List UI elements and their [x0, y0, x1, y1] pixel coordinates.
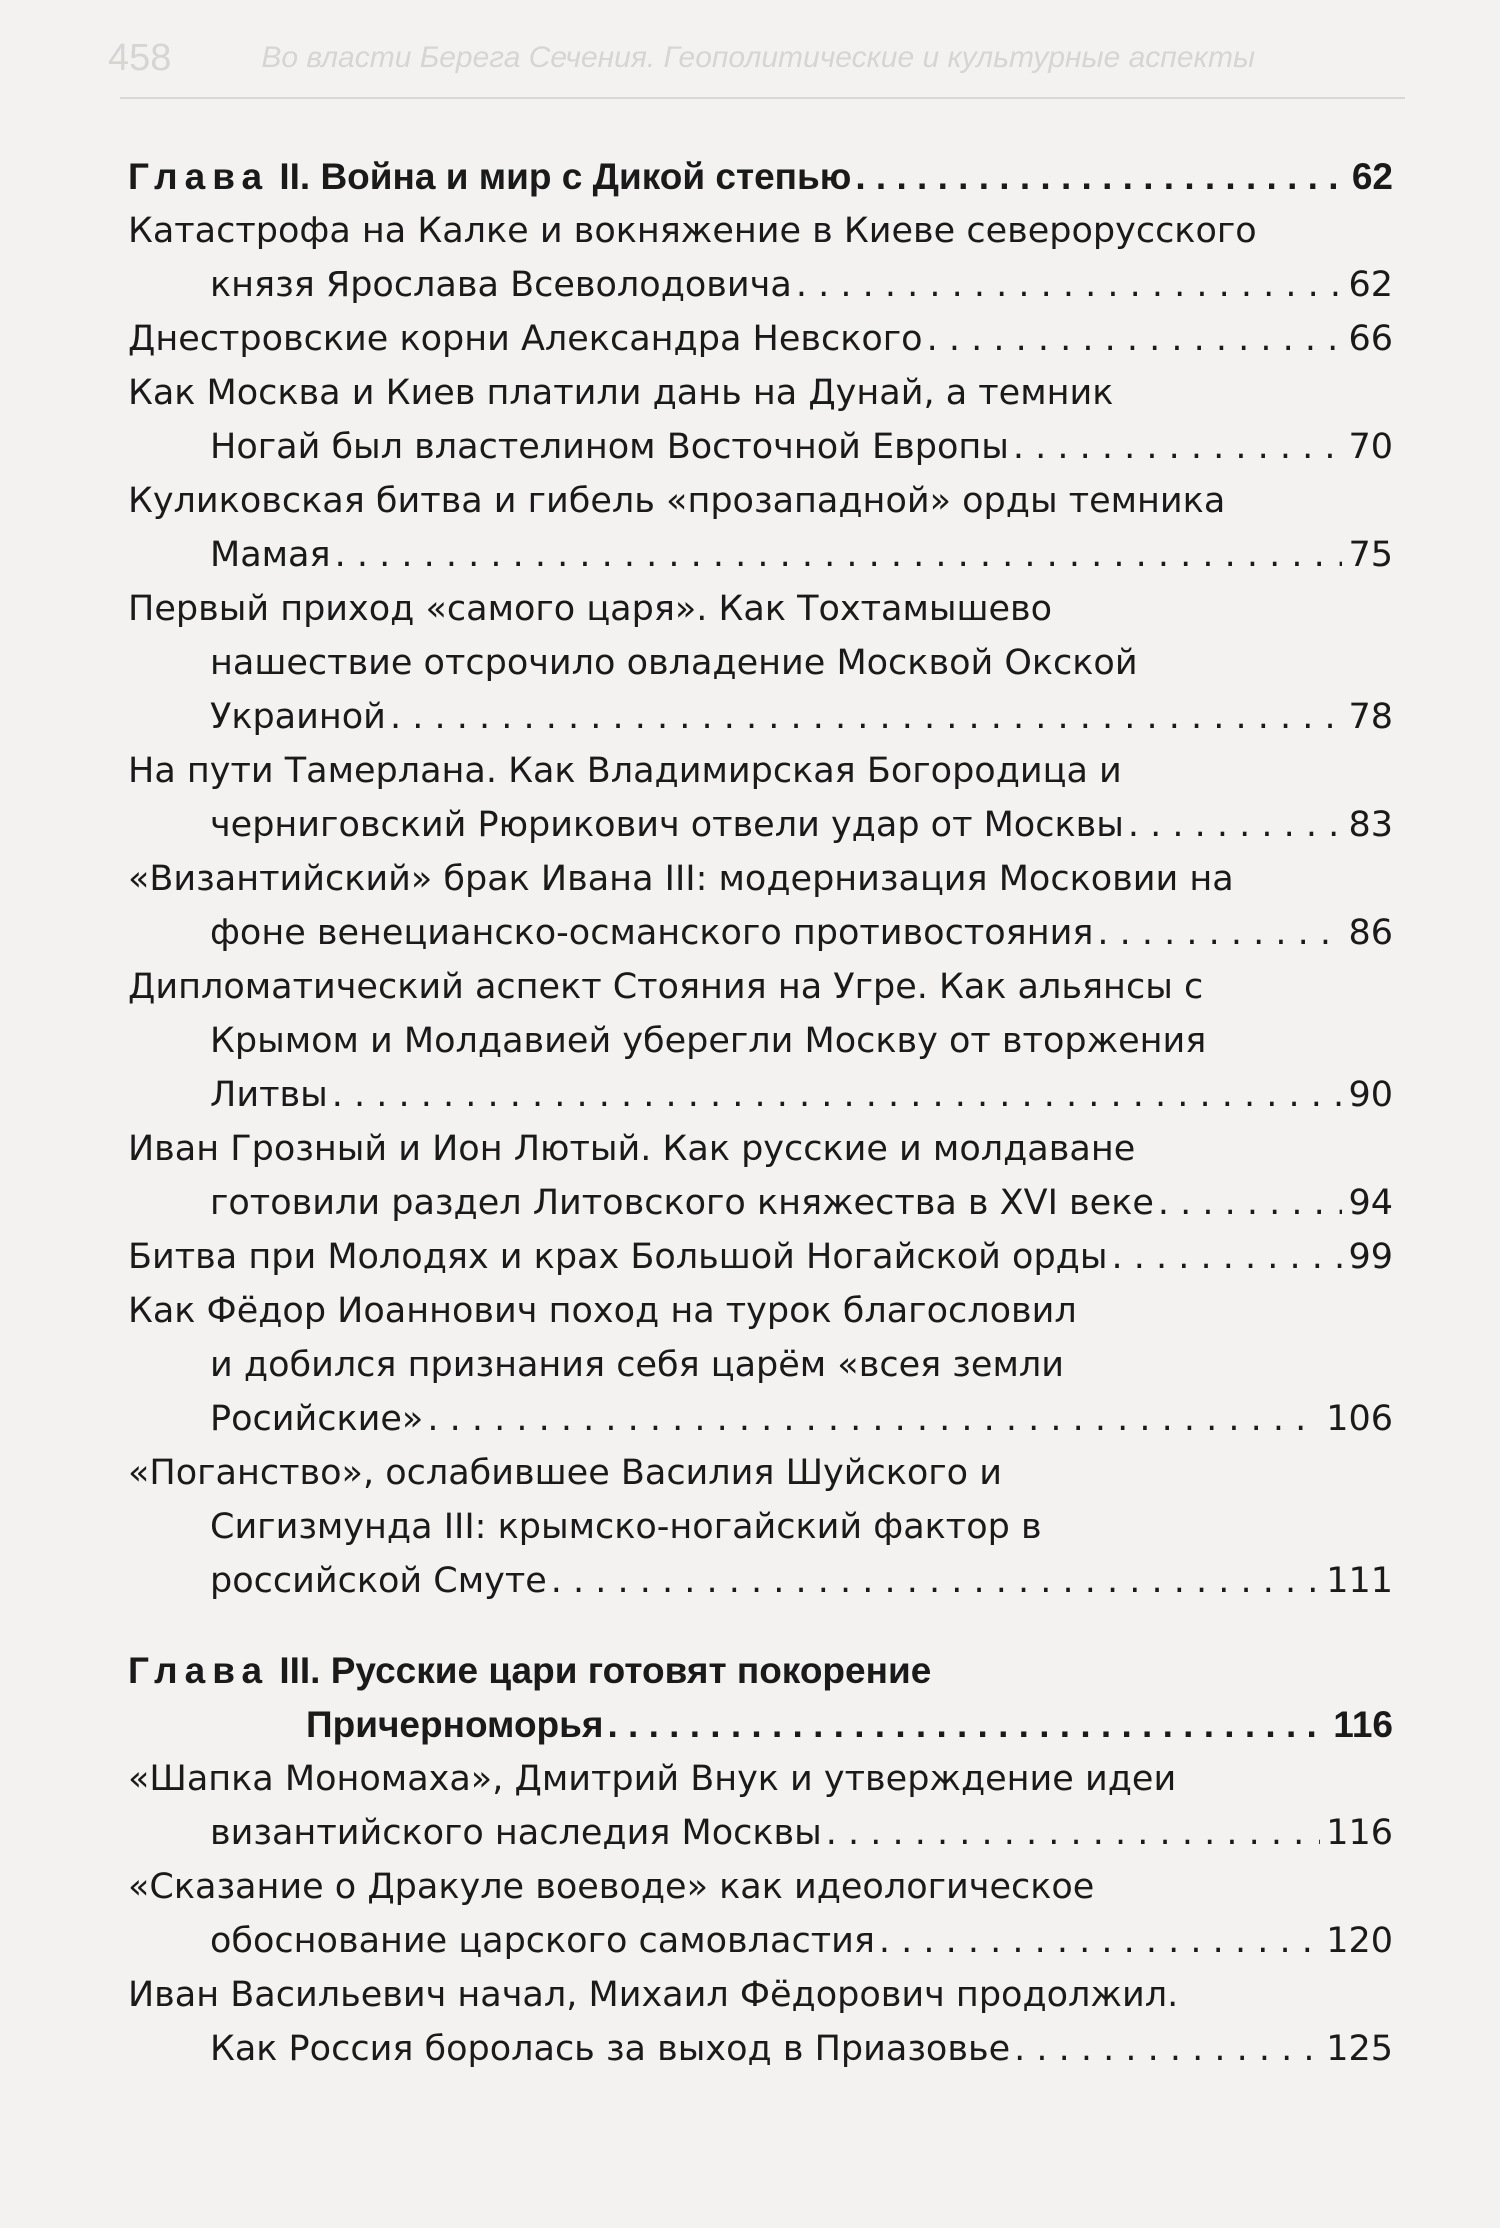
toc-line	[128, 1860, 1393, 1914]
dot-leader	[855, 150, 1345, 204]
toc-chapter[interactable]	[128, 1644, 1393, 1752]
toc-entry[interactable]	[128, 852, 1393, 960]
toc-line	[128, 258, 1393, 312]
toc-page-number: 70	[1348, 427, 1393, 467]
toc-entry[interactable]	[128, 744, 1393, 852]
toc-line	[128, 150, 1393, 204]
toc-line-text: обоснование царского самовластия	[210, 1921, 875, 1961]
chapter-title: III. Русские цари готовят покорение	[279, 1650, 932, 1691]
toc-line-text: российской Смуте	[210, 1561, 547, 1601]
toc-entry[interactable]	[128, 204, 1393, 312]
dot-leader	[1158, 1176, 1343, 1230]
toc-entry[interactable]	[128, 1284, 1393, 1446]
toc-entry[interactable]	[128, 1752, 1393, 1860]
dot-leader	[390, 690, 1343, 744]
chapter-label: Глава	[128, 156, 270, 197]
toc-line	[128, 1446, 1393, 1500]
dot-leader	[1014, 2022, 1320, 2076]
toc-line	[128, 960, 1393, 1014]
toc-line	[128, 1554, 1393, 1608]
toc-line-text: На пути Тамерлана. Как Владимирская Богородица и	[128, 751, 1122, 791]
toc-line	[128, 1338, 1393, 1392]
toc-line-text: Катастрофа на Калке и вокняжение в Киеве северорусского	[128, 211, 1257, 251]
toc-line	[128, 744, 1393, 798]
dot-leader	[879, 1914, 1320, 1968]
running-title: Во власти Берега Сечения. Геополитические и культурные аспекты	[261, 41, 1256, 74]
toc-line	[128, 1014, 1393, 1068]
toc-line	[128, 1068, 1393, 1122]
dot-leader	[335, 528, 1343, 582]
toc-line-text: Как Фёдор Иоаннович поход на турок благословил	[128, 1291, 1077, 1331]
toc-line	[128, 582, 1393, 636]
toc-line-text: Литвы	[210, 1075, 328, 1115]
dot-leader	[1112, 1230, 1343, 1284]
toc-line	[128, 1698, 1393, 1752]
dot-leader	[607, 1698, 1327, 1752]
dot-leader	[826, 1806, 1320, 1860]
toc-entry[interactable]	[128, 474, 1393, 582]
toc-line-text: князя Ярослава Всеволодовича	[210, 265, 792, 305]
toc-line-text: «Поганство», ослабившее Василия Шуйского и	[128, 1453, 1002, 1493]
toc-chapter[interactable]	[128, 150, 1393, 204]
toc-page-number: 116	[1326, 1813, 1393, 1853]
toc-line	[128, 906, 1393, 960]
toc-page-number: 120	[1326, 1921, 1393, 1961]
dot-leader	[551, 1554, 1320, 1608]
page-number: 458	[108, 36, 172, 79]
toc-entry[interactable]	[128, 1446, 1393, 1608]
toc-page-number: 125	[1326, 2029, 1393, 2069]
toc-entry[interactable]	[128, 582, 1393, 744]
toc-line	[128, 1230, 1393, 1284]
toc-page-number: 62	[1351, 156, 1393, 197]
toc-page-number: 83	[1348, 805, 1393, 845]
toc-line	[128, 1914, 1393, 1968]
toc-line-text: Битва при Молодях и крах Большой Ногайской орды	[128, 1237, 1108, 1277]
toc-line	[128, 1806, 1393, 1860]
toc-line-text: Украиной	[210, 697, 386, 737]
toc-line	[128, 852, 1393, 906]
toc-line	[128, 636, 1393, 690]
toc-line-text: Днестровские корни Александра Невского	[128, 319, 923, 359]
toc-page-number: 62	[1348, 265, 1393, 305]
toc-line	[128, 474, 1393, 528]
chapter-label: Глава	[128, 1650, 270, 1691]
toc-line-text: Сигизмунда III: крымско-ногайский фактор в	[210, 1507, 1042, 1547]
toc-page-number: 90	[1348, 1075, 1393, 1115]
toc-line	[128, 420, 1393, 474]
toc-entry[interactable]	[128, 312, 1393, 366]
dot-leader	[927, 312, 1343, 366]
toc-line	[128, 1752, 1393, 1806]
toc-line-text: «Византийский» брак Ивана III: модернизация Московии на	[128, 859, 1234, 899]
toc-entry[interactable]	[128, 366, 1393, 474]
toc-line-text: нашествие отсрочило овладение Москвой Окской	[210, 643, 1138, 683]
toc-line	[128, 312, 1393, 366]
toc-line	[128, 1500, 1393, 1554]
toc-page-number: 75	[1348, 535, 1393, 575]
dot-leader	[1097, 906, 1342, 960]
toc-page-number: 116	[1333, 1704, 1393, 1745]
toc-line	[128, 690, 1393, 744]
dot-leader	[1013, 420, 1343, 474]
table-of-contents	[128, 150, 1393, 2076]
toc-line	[128, 528, 1393, 582]
toc-page-number: 99	[1348, 1237, 1393, 1277]
toc-line-text: Дипломатический аспект Стояния на Угре. Как альянсы с	[128, 967, 1204, 1007]
toc-entry[interactable]	[128, 1122, 1393, 1230]
toc-line	[128, 1644, 1393, 1698]
toc-entry[interactable]	[128, 1230, 1393, 1284]
toc-line-text: Ногай был властелином Восточной Европы	[210, 427, 1009, 467]
toc-line	[128, 1176, 1393, 1230]
toc-line-text: готовили раздел Литовского княжества в XVI веке	[210, 1183, 1154, 1223]
toc-entry[interactable]	[128, 960, 1393, 1122]
dot-leader	[796, 258, 1343, 312]
chapter-title: II. Война и мир с Дикой степью	[279, 156, 852, 197]
chapter-spacer	[128, 1608, 1393, 1644]
toc-line-text: Как Россия боролась за выход в Приазовье	[210, 2029, 1011, 2069]
toc-line-text: Крымом и Молдавией уберегли Москву от вторжения	[210, 1021, 1207, 1061]
toc-line	[128, 2022, 1393, 2076]
toc-line	[128, 204, 1393, 258]
toc-page-number: 78	[1348, 697, 1393, 737]
toc-line	[128, 798, 1393, 852]
toc-page-number: 106	[1326, 1399, 1393, 1439]
header-rule	[120, 97, 1405, 99]
running-header	[108, 30, 1398, 86]
dot-leader	[332, 1068, 1343, 1122]
toc-line-text: Причерноморья	[306, 1704, 604, 1745]
toc-page-number: 111	[1326, 1561, 1393, 1601]
toc-line-text: Мамая	[210, 535, 331, 575]
toc-entry[interactable]	[128, 1968, 1393, 2076]
dot-leader	[1128, 798, 1343, 852]
toc-line-text	[128, 150, 851, 204]
dot-leader	[427, 1392, 1320, 1446]
toc-line	[128, 1284, 1393, 1338]
toc-line-text: Иван Грозный и Ион Лютый. Как русские и молдаване	[128, 1129, 1136, 1169]
toc-line	[128, 1968, 1393, 2022]
toc-entry[interactable]	[128, 1860, 1393, 1968]
toc-line-text: византийского наследия Москвы	[210, 1813, 822, 1853]
toc-line-text: фоне венецианско-османского противостояния	[210, 913, 1094, 953]
toc-line	[128, 366, 1393, 420]
toc-line-text: и добился признания себя царём «всея земли	[210, 1345, 1064, 1385]
toc-line-text: Как Москва и Киев платили дань на Дунай, а темник	[128, 373, 1114, 413]
toc-line	[128, 1122, 1393, 1176]
toc-line-text: «Сказание о Дракуле воеводе» как идеологическое	[128, 1867, 1095, 1907]
toc-line-text: Первый приход «самого царя». Как Тохтамышево	[128, 589, 1053, 629]
toc-line	[128, 1392, 1393, 1446]
toc-line-text	[128, 1650, 931, 1691]
toc-line-text: Куликовская битва и гибель «прозападной» орды темника	[128, 481, 1226, 521]
toc-line-text: «Шапка Мономаха», Дмитрий Внук и утверждение идеи	[128, 1759, 1177, 1799]
toc-page-number: 94	[1348, 1183, 1393, 1223]
toc-line-text: Росийские»	[210, 1399, 424, 1439]
toc-line-text: Иван Васильевич начал, Михаил Фёдорович продолжил.	[128, 1975, 1179, 2015]
toc-page-number: 66	[1348, 319, 1393, 359]
toc-page-number: 86	[1348, 913, 1393, 953]
toc-line-text: черниговский Рюрикович отвели удар от Москвы	[210, 805, 1124, 845]
